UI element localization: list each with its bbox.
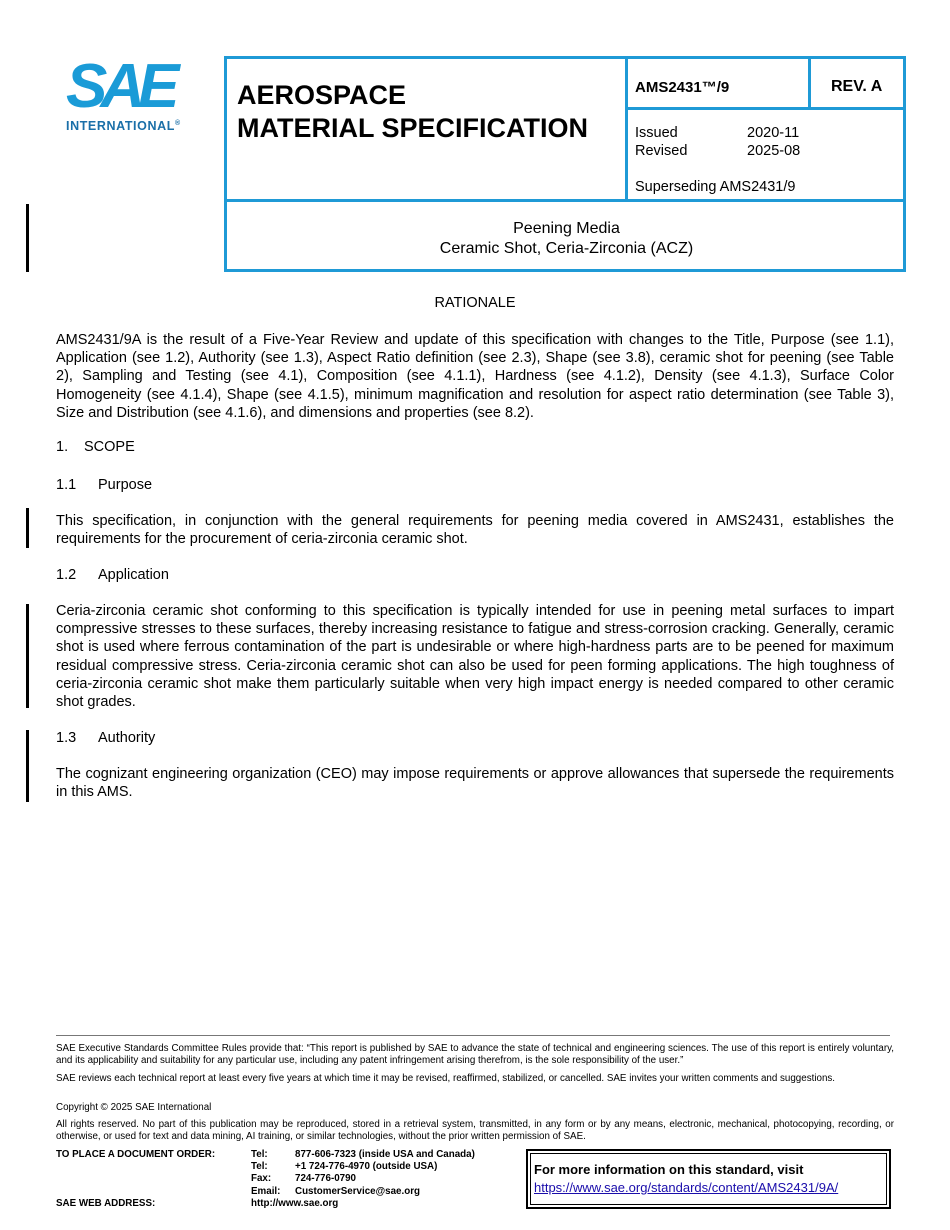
contact-details: Tel: 877-606-7323 (inside USA and Canada) Tel: +1 724-776-4970 (outside USA) Fax: 724-776-0790 Email: CustomerService@sae.org http://www.sae.org bbox=[251, 1149, 475, 1209]
footer-divider bbox=[56, 1035, 890, 1036]
section-scope-heading: 1. SCOPE bbox=[56, 439, 135, 455]
change-bar bbox=[26, 508, 29, 548]
rules-statement: SAE Executive Standards Committee Rules provide that: “This report is published by SAE to advance the state of technical and engineering sciences. The use of this report is entirely voluntary, and its applicability and suitability for any particular use, including any patent infringement arising therefrom, is the sole responsibility of the user.” bbox=[56, 1043, 894, 1067]
header-divider bbox=[808, 59, 811, 109]
section-purpose-text: This specification, in conjunction with the general requirements for peening media covered in AMS2431, establishes the requirements for the procurement of ceria-zirconia ceramic shot. bbox=[56, 513, 894, 548]
document-subject: Peening Media Ceramic Shot, Ceria-Zirconia (ACZ) bbox=[439, 220, 694, 257]
email-link[interactable]: CustomerService@sae.org bbox=[295, 1185, 420, 1197]
review-statement: SAE reviews each technical report at least every five years at which time it may be revised, reaffirmed, stabilized, or cancelled. SAE invites your written comments and suggestions. bbox=[56, 1073, 836, 1084]
logo-subtitle: INTERNATIONAL® bbox=[66, 119, 181, 133]
document-number: AMS2431™/9 bbox=[635, 79, 730, 96]
document-dates: Issued 2020-11 Revised 2025-08 bbox=[635, 125, 801, 159]
header-divider bbox=[625, 59, 628, 201]
change-bar bbox=[26, 730, 29, 802]
revision-label: REV. A bbox=[831, 78, 883, 95]
rationale-text: AMS2431/9A is the result of a Five-Year Review and update of this specification with changes to the Title, Purpose (see 1.1), Application (see 1.2), Authority (see 1.3), Aspect Ratio definition (see 2.3), Shape (see 3.8), ceramic shot for peening (see Table 2), Sampling and Testing (see 4.1), Composition (see 4.1.1), Hardness (see 4.1.2), Density (see 4.1.3), Surface Color Homogeneity (see 4.1.4), Shape (see 4.1.5), minimum magnification and resolution for aspect ratio determination (see Table 3), Size and Distribution (see 4.1.6), and dimensions and properties (see 8.2). bbox=[56, 332, 894, 421]
sae-logo bbox=[62, 52, 192, 136]
more-info-inner-frame bbox=[530, 1153, 887, 1205]
section-application-heading: 1.2 Application bbox=[56, 567, 169, 583]
change-bar bbox=[26, 204, 29, 272]
fax-number: 724-776-0790 bbox=[295, 1173, 357, 1185]
header-divider bbox=[625, 107, 906, 110]
website-link[interactable]: http://www.sae.org bbox=[251, 1197, 339, 1209]
header-divider bbox=[227, 199, 906, 202]
rationale-heading: RATIONALE bbox=[434, 295, 516, 311]
section-purpose-heading: 1.1 Purpose bbox=[56, 477, 153, 493]
logo-letters: SAE bbox=[66, 52, 173, 121]
superseding-note: Superseding AMS2431/9 bbox=[635, 179, 796, 195]
rights-statement: All rights reserved. No part of this publication may be reproduced, stored in a retrieval system, transmitted, in any form or by any means, electronic, mechanical, photocopying, recording, or otherwise, or used for text and data mining, AI training, or similar technologies, without the prior written permission of SAE. bbox=[56, 1119, 894, 1143]
phone-domestic[interactable]: 877-606-7323 (inside USA and Canada) bbox=[295, 1149, 475, 1160]
more-info-box bbox=[526, 1149, 891, 1209]
document-header bbox=[224, 56, 906, 272]
section-authority-heading: 1.3 Authority bbox=[56, 730, 156, 746]
document-type-title: AEROSPACE MATERIAL SPECIFICATION bbox=[237, 80, 588, 143]
web-label: SAE WEB ADDRESS: bbox=[56, 1198, 156, 1209]
change-bar bbox=[26, 604, 29, 708]
section-authority-text: The cognizant engineering organization (CEO) may impose requirements or approve allowances that supersede the requirements in this AMS. bbox=[56, 766, 894, 801]
phone-international[interactable]: +1 724-776-4970 (outside USA) bbox=[295, 1161, 438, 1173]
standard-link[interactable]: https://www.sae.org/standards/content/AMS2431/9A/ bbox=[534, 1180, 839, 1195]
copyright: Copyright © 2025 SAE International bbox=[56, 1102, 212, 1113]
section-application-text: Ceria-zirconia ceramic shot conforming to this specification is typically intended for use in peening metal surfaces to impart compressive stresses to these surfaces, thereby increasing resistance to fatigue and stress-corrosion cracking. Generally, ceramic shot is used where ferrous contamination of the part is undesirable or where high-hardness parts are to be peened for maximum residual compressive stress. Ceria-zirconia ceramic shot can also be used for peen forming applications. The high toughness of ceria-zirconia ceramic shot make them particularly suitable when very high impact energy is needed compared to other ceramic shot grades. bbox=[56, 603, 894, 711]
order-label: TO PLACE A DOCUMENT ORDER: bbox=[56, 1149, 216, 1160]
more-info-title: For more information on this standard, visit bbox=[534, 1162, 804, 1177]
